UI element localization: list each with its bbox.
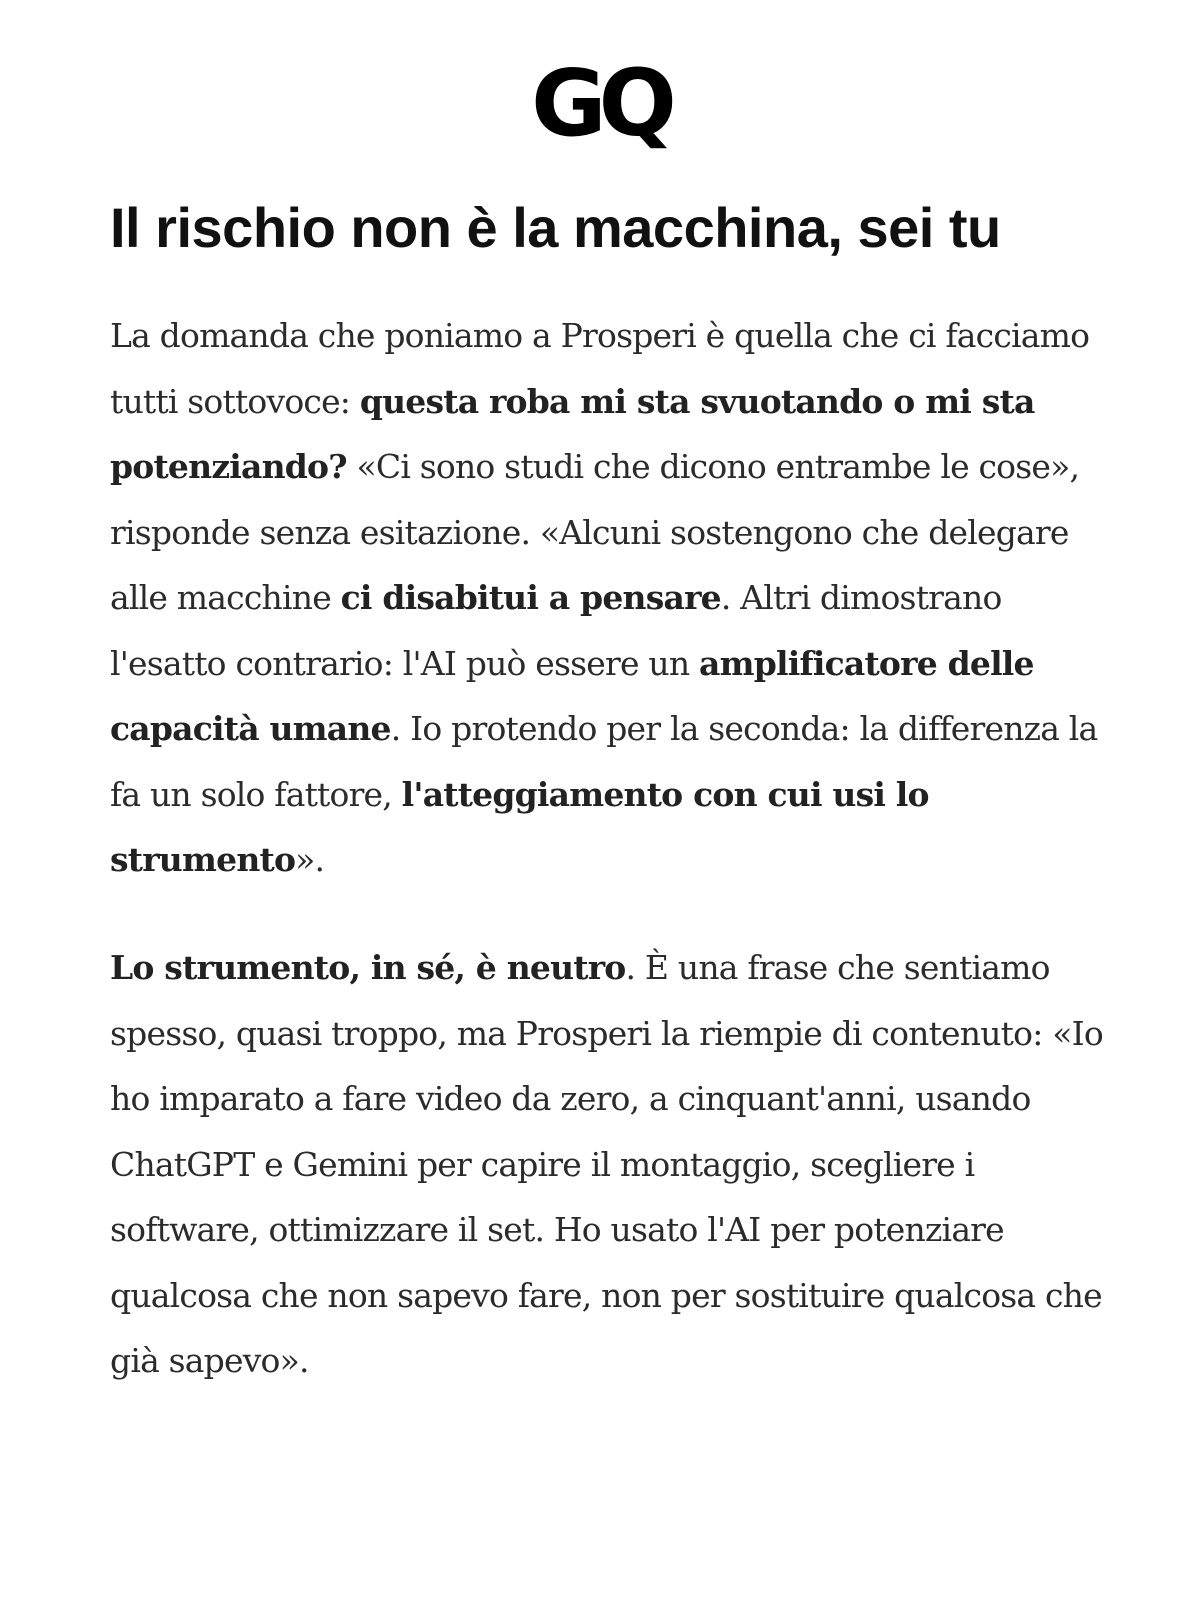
article-paragraph-1 [110,303,1120,893]
text-segment: . È una frase che sentiamo spesso, quasi troppo, ma Prosperi la riempie di contenuto: «Io ho imparato a fare video da zero, a cinquant'anni, usando ChatGPT e Gemini per capire il montaggio, scegliere i software, ottimizzare il set. Ho usato l'AI per potenziare qualcosa che non sapevo fare, non per sostituire qualcosa che già sapevo». [110,948,1103,1380]
text-segment: . Io protendo per la seconda: la differenza la fa un solo fattore, [110,709,1098,814]
text-segment: «Ci sono studi che dicono entrambe le cose», risponde senza esitazione. «Alcuni sostengono che delegare alle macchine [110,447,1080,617]
bold-segment: l'atteggiamento con cui usi lo strumento [110,774,929,879]
text-segment: . Altri dimostrano l'esatto contrario: l'AI può essere un [110,578,1002,683]
bold-segment: amplificatore delle capacità umane [110,643,1034,748]
article-heading: Il rischio non è la macchina, sei tu [110,196,1001,259]
text-segment: ». [295,840,325,879]
text-segment: La domanda che poniamo a Prosperi è quella che ci facciamo tutti sottovoce: [110,316,1090,421]
bold-segment: questa roba mi sta svuotando o mi sta potenziando? [110,381,1035,486]
bold-segment: ci disabitui a pensare [340,578,721,617]
article-paragraph-2 [110,935,1120,1394]
bold-segment: Lo strumento, in sé, è neutro [110,948,626,987]
gq-logo[interactable]: GQ [531,50,669,157]
